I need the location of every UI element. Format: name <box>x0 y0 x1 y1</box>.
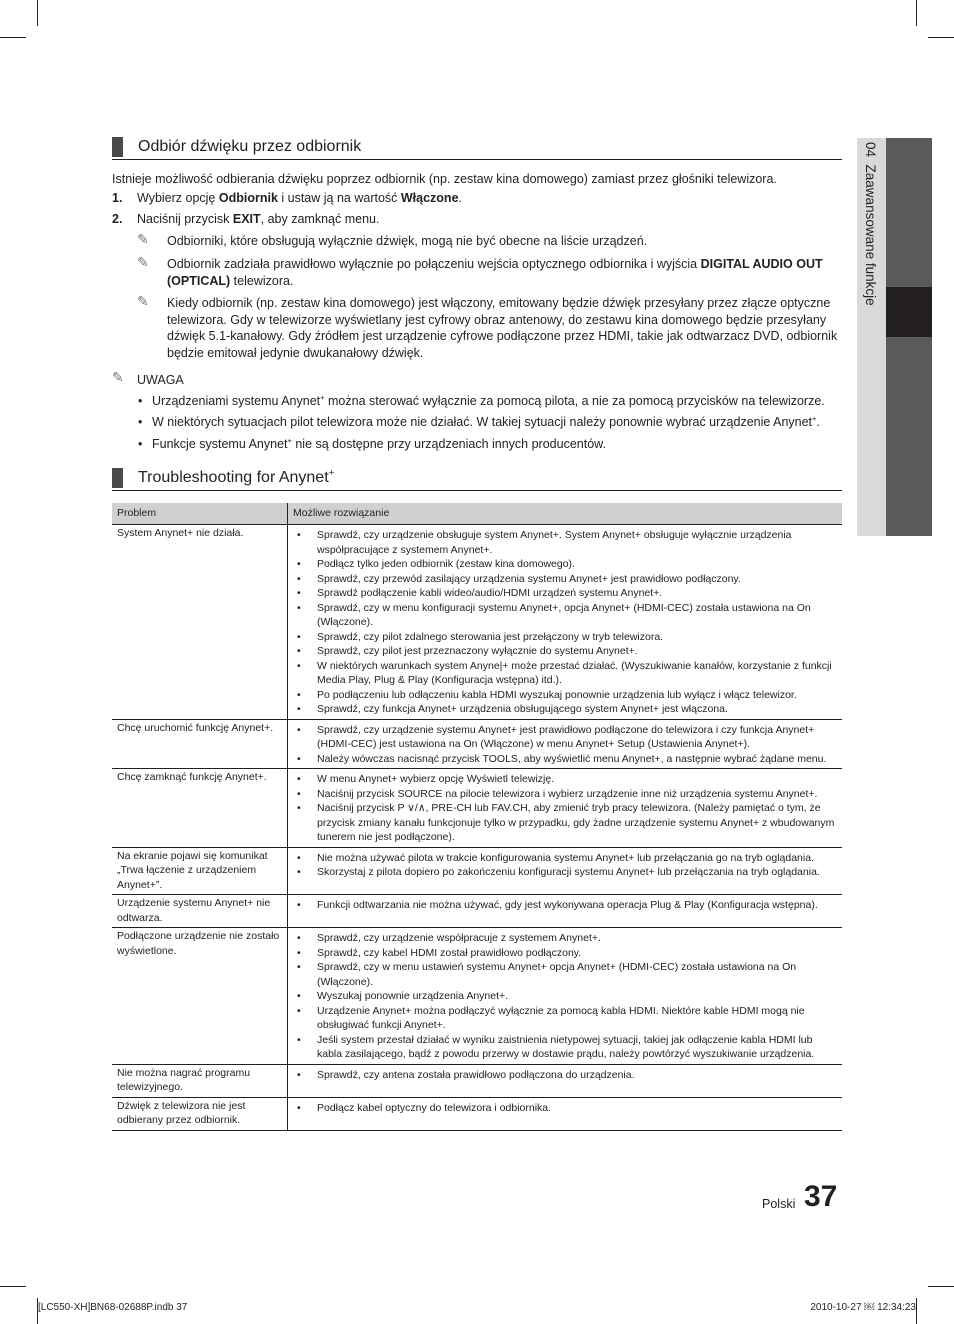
crop-mark <box>37 0 38 26</box>
warning-bullet: • Funkcje systemu Anynet+ nie są dostępne przy urządzeniach innych producentów. <box>138 435 606 451</box>
problem-cell: Chcę uruchomić funkcję Anynet+. <box>112 719 288 769</box>
step-number: 2. <box>112 212 123 226</box>
solution-item: • Nie można używać pilota w trakcie konfigurowania systemu Anynet+ lub przełączania go na tryb oglądania. <box>317 851 837 866</box>
step-1: Wybierz opcję Odbiornik i ustaw ją na wartość Włączone. <box>137 191 463 205</box>
solution-item: • Funkcji odtwarzania nie można używać, gdy jest wykonywana operacja Plug & Play (Konfiguracja wstępna). <box>317 898 837 913</box>
solution-list <box>293 898 837 913</box>
solution-item: • Urządzenie Anynet+ można podłączyć wyłącznie za pomocą kabla HDMI. Niektóre kable HDMI mogą nie obsługiwać funkcji Anynet+. <box>317 1004 837 1033</box>
section-heading-troubleshooting <box>112 468 842 491</box>
intro-text: Istnieje możliwość odbierania dźwięku poprzez odbiornik (np. zestaw kina domowego) zamiast przez głośniki telewizora. <box>112 172 777 186</box>
note-pencil-icon: ✎ <box>137 254 149 270</box>
solution-item: • Naciśnij przycisk P ∨/∧, PRE-CH lub FAV.CH, aby zmienić tryb pracy telewizora. (Należy pamiętać o tym, że przycisk zmiany kanału funkcjonuje tylko w przypadku, gdy żadne urządzenie systemu Anynet+ z wbudowanym tunerem nie jest podłączone). <box>317 801 837 845</box>
section-title: Odbiór dźwięku przez odbiornik <box>138 138 362 155</box>
solution-item: • Sprawdź, czy funkcja Anynet+ urządzenia obsługującego system Anynet+ jest włączona. <box>317 702 837 717</box>
problem-cell: System Anynet+ nie działa. <box>112 525 288 720</box>
solution-item: • Sprawdź, czy w menu ustawień systemu Anynet+ opcja Anynet+ (HDMI-CEC) została ustawiona na On (Włączone). <box>317 960 837 989</box>
solution-cell <box>288 1064 843 1097</box>
print-file-info: [LC550-XH]BN68-02688P.indb 37 <box>38 1302 188 1313</box>
problem-cell: Nie można nagrać programu telewizyjnego. <box>112 1064 288 1097</box>
solution-item: • Sprawdź, czy antena została prawidłowo podłączona do urządzenia. <box>317 1068 837 1083</box>
troubleshooting-table <box>112 503 842 1131</box>
warning-bullet: • W niektórych sytuacjach pilot telewizora może nie działać. W takiej sytuacji należy ponownie wybrać urządzenie Anynet+. <box>138 413 820 429</box>
language-label: Polski <box>762 1197 796 1211</box>
column-header-problem: Problem <box>112 503 288 525</box>
warning-bullet: • Urządzeniami systemu Anynet+ można sterować wyłącznie za pomocą pilota, a nie za pomocą przycisków na telewizorze. <box>138 392 825 408</box>
crop-mark <box>928 1286 954 1287</box>
solution-list <box>293 1068 837 1083</box>
solution-item: • Po podłączeniu lub odłączeniu kabla HDMI wyszukaj ponownie urządzenia lub wyłącz i włącz telewizor. <box>317 688 837 703</box>
solution-list <box>293 851 837 880</box>
note-1: Odbiorniki, które obsługują wyłącznie dźwięk, mogą nie być obecne na liście urządzeń. <box>167 234 648 248</box>
crop-mark <box>916 1298 917 1324</box>
solution-cell <box>288 847 843 895</box>
table-row <box>112 769 842 848</box>
section-title: Troubleshooting for Anynet+ <box>138 467 335 486</box>
solution-item: • Jeśli system przestał działać w wyniku zaistnienia nietypowej sytuacji, takiej jak odłączenie kabla HDMI lub kabla zasilającego, bądź z powodu przerwy w dostawie prądu, należy powtórzyć wyszukiwanie urządzenia. <box>317 1033 837 1062</box>
note-3: Kiedy odbiornik (np. zestaw kina domowego) jest włączony, emitowany będzie dźwięk przesyłany przez złącze optyczne telewizora. Gdy w telewizorze wyświetlany jest cyfrowy obraz antenowy, do zestawu kina domowego będzie przesyłany dźwięk 5.1-kanałowy. Gdy źródłem jest urządzenie cyfrowe podłączone przez HDMI, takie jak odtwarzacz DVD, odbiornik będzie emitował jedynie dwukanałowy dźwięk. <box>167 296 838 360</box>
solution-item: • Sprawdź, czy urządzenie systemu Anynet+ jest prawidłowo podłączone do telewizora i czy funkcja Anynet+ (HDMI-CEC) jest ustawiona na On (Włączone) w menu Anynet+ Setup (Ustawienia Anynet+). <box>317 723 837 752</box>
solution-cell <box>288 1097 843 1130</box>
solution-cell <box>288 928 843 1065</box>
crop-mark <box>928 37 954 38</box>
solution-cell <box>288 525 843 720</box>
section-heading-receiver <box>112 137 842 160</box>
crop-mark <box>0 1286 26 1287</box>
solution-cell <box>288 769 843 848</box>
solution-list <box>293 1101 837 1116</box>
solution-item: • Sprawdź, czy pilot jest przeznaczony wyłącznie do systemu Anynet+. <box>317 644 837 659</box>
table-row <box>112 928 842 1065</box>
note-pencil-icon: ✎ <box>112 369 124 385</box>
table-row <box>112 719 842 769</box>
solution-item: • Sprawdź, czy przewód zasilający urządzenia systemu Anynet+ jest prawidłowo podłączony. <box>317 572 837 587</box>
problem-cell: Podłączone urządzenie nie zostało wyświetlone. <box>112 928 288 1065</box>
problem-cell: Urządzenie systemu Anynet+ nie odtwarza. <box>112 895 288 928</box>
heading-bar <box>112 137 123 157</box>
solution-item: • Wyszukaj ponownie urządzenia Anynet+. <box>317 989 837 1004</box>
table-row <box>112 847 842 895</box>
page-number: 37 <box>804 1180 838 1213</box>
solution-item: • Podłącz tylko jeden odbiornik (zestaw kina domowego). <box>317 557 837 572</box>
chapter-number: 04 <box>863 142 878 158</box>
chapter-label <box>863 142 878 306</box>
note-pencil-icon: ✎ <box>137 293 149 309</box>
problem-cell: Na ekranie pojawi się komunikat „Trwa łączenie z urządzeniem Anynet+”. <box>112 847 288 895</box>
chapter-tab-marker <box>886 287 932 337</box>
note-2: Odbiornik zadziała prawidłowo wyłącznie po połączeniu wejścia optycznego odbiornika i wyjścia DIGITAL AUDIO OUT (OPTICAL) telewizora. <box>167 257 823 288</box>
table-row <box>112 1097 842 1130</box>
print-datetime: 2010-10-27 ￼ 12:34:23 <box>810 1302 916 1313</box>
solution-cell <box>288 719 843 769</box>
step-2: Naciśnij przycisk EXIT, aby zamknąć menu. <box>137 212 380 226</box>
warning-label: UWAGA <box>137 373 184 387</box>
note-pencil-icon: ✎ <box>137 231 149 247</box>
chapter-title: Zaawansowane funkcje <box>863 164 878 306</box>
crop-mark <box>0 37 26 38</box>
solution-item: • Sprawdź, czy urządzenie współpracuje z systemem Anynet+. <box>317 931 837 946</box>
solution-list <box>293 528 837 717</box>
table-row <box>112 525 842 720</box>
solution-item: • Naciśnij przycisk SOURCE na pilocie telewizora i wybierz urządzenie inne niż urządzenia systemu Anynet+. <box>317 787 837 802</box>
solution-item: • W niektórych warunkach system Anyne|+ może przestać działać. (Wyszukiwanie kanałów, korzystanie z funkcji Media Play, Plug & Play (Konfiguracja wstępna) itd.). <box>317 659 837 688</box>
heading-bar <box>112 468 123 488</box>
table-header-row <box>112 503 842 525</box>
crop-mark <box>916 0 917 26</box>
solution-item: • W menu Anynet+ wybierz opcję Wyświetl telewizję. <box>317 772 837 787</box>
solution-list <box>293 931 837 1062</box>
problem-cell: Dźwięk z telewizora nie jest odbierany przez odbiornik. <box>112 1097 288 1130</box>
solution-item: • Należy wówczas nacisnąć przycisk TOOLS, aby wyświetlić menu Anynet+, a następnie wybrać żądane menu. <box>317 752 837 767</box>
step-number: 1. <box>112 191 123 205</box>
solution-list <box>293 723 837 767</box>
table-row <box>112 895 842 928</box>
solution-item: • Sprawdź podłączenie kabli wideo/audio/HDMI urządzeń systemu Anynet+. <box>317 586 837 601</box>
solution-item: • Sprawdź, czy pilot zdalnego sterowania jest przełączony w tryb telewizora. <box>317 630 837 645</box>
solution-item: • Podłącz kabel optyczny do telewizora i odbiornika. <box>317 1101 837 1116</box>
chapter-tab-dark <box>886 138 932 536</box>
solution-item: • Sprawdź, czy kabel HDMI został prawidłowo podłączony. <box>317 946 837 961</box>
solution-list <box>293 772 837 845</box>
solution-item: • Sprawdź, czy w menu konfiguracji systemu Anynet+, opcja Anynet+ (HDMI-CEC) została ustawiona na On (Włączone). <box>317 601 837 630</box>
solution-cell <box>288 895 843 928</box>
problem-cell: Chcę zamknąć funkcję Anynet+. <box>112 769 288 848</box>
table-row <box>112 1064 842 1097</box>
solution-item: • Sprawdź, czy urządzenie obsługuje system Anynet+. System Anynet+ obsługuje wyłącznie urządzenia współpracujące z systemem Anynet+. <box>317 528 837 557</box>
solution-item: • Skorzystaj z pilota dopiero po zakończeniu konfiguracji systemu Anynet+ lub przełączania na tryb oglądania. <box>317 865 837 880</box>
column-header-solution: Możliwe rozwiązanie <box>288 503 843 525</box>
table-body <box>112 525 842 1131</box>
